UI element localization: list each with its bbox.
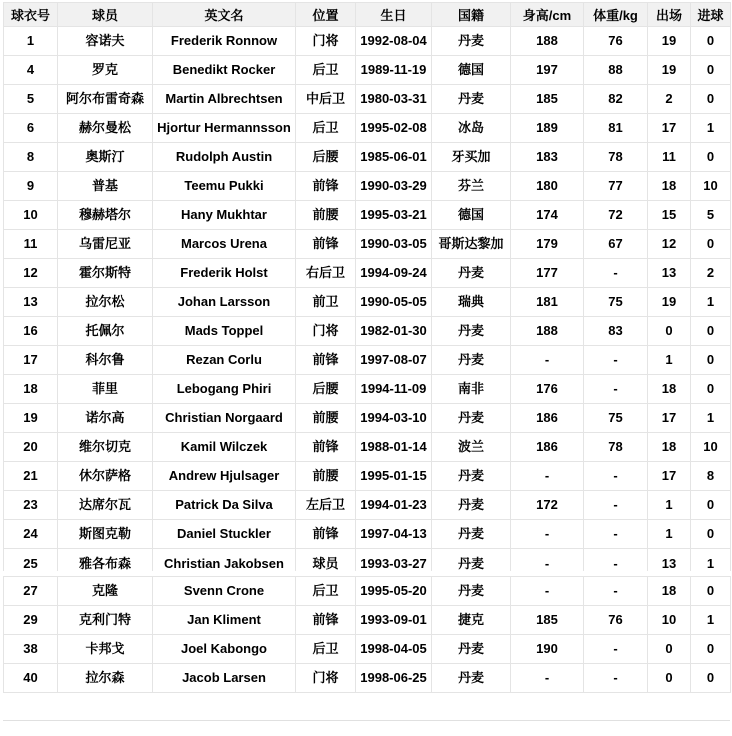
weight-cell: -	[584, 259, 648, 288]
english-name-cell: Mads Toppel	[153, 317, 296, 346]
english-name-cell: Marcos Urena	[153, 230, 296, 259]
english-name-cell: Daniel Stuckler	[153, 520, 296, 549]
weight-cell: 78	[584, 143, 648, 172]
goals-cell: 0	[691, 27, 731, 56]
height-cell: -	[511, 346, 584, 375]
player-row	[4, 664, 731, 693]
goals-cell: 0	[691, 375, 731, 404]
player-name-cell: 科尔鲁	[58, 346, 153, 375]
weight-cell: 82	[584, 85, 648, 114]
english-name-cell: Martin Albrechtsen	[153, 85, 296, 114]
birthday-cell: 1997-08-07	[356, 346, 432, 375]
appearances-cell: 17	[648, 462, 691, 491]
nationality-cell: 冰岛	[432, 114, 511, 143]
birthday-cell: 1990-03-29	[356, 172, 432, 201]
player-row	[4, 288, 731, 317]
height-cell: 172	[511, 491, 584, 520]
nationality-cell: 丹麦	[432, 549, 511, 572]
player-name-cell: 罗克	[58, 56, 153, 85]
jersey-cell: 18	[4, 375, 58, 404]
jersey-cell: 40	[4, 664, 58, 693]
player-row	[4, 201, 731, 230]
appearances-cell: 18	[648, 433, 691, 462]
nationality-cell: 丹麦	[432, 462, 511, 491]
appearances-cell: 11	[648, 143, 691, 172]
height-cell: 185	[511, 606, 584, 635]
position-cell: 门将	[296, 317, 356, 346]
english-name-cell: Frederik Ronnow	[153, 27, 296, 56]
height-cell: 181	[511, 288, 584, 317]
height-cell: 177	[511, 259, 584, 288]
english-name-cell: Lebogang Phiri	[153, 375, 296, 404]
english-name-cell: Jan Kliment	[153, 606, 296, 635]
weight-cell: -	[584, 664, 648, 693]
jersey-cell: 6	[4, 114, 58, 143]
appearances-cell: 12	[648, 230, 691, 259]
player-name-cell: 斯图克勒	[58, 520, 153, 549]
player-name-cell: 容诺夫	[58, 27, 153, 56]
birthday-cell: 1998-04-05	[356, 635, 432, 664]
player-row	[4, 577, 731, 606]
goals-cell: 0	[691, 317, 731, 346]
birthday-cell: 1994-03-10	[356, 404, 432, 433]
english-name-cell: Jacob Larsen	[153, 664, 296, 693]
nationality-cell: 南非	[432, 375, 511, 404]
jersey-cell: 12	[4, 259, 58, 288]
nationality-cell: 丹麦	[432, 404, 511, 433]
nationality-cell: 丹麦	[432, 317, 511, 346]
nationality-cell: 丹麦	[432, 346, 511, 375]
player-name-cell: 拉尔松	[58, 288, 153, 317]
player-name-cell: 托佩尔	[58, 317, 153, 346]
appearances-cell: 17	[648, 114, 691, 143]
nationality-cell: 德国	[432, 201, 511, 230]
col-header-goals: 进球	[691, 3, 731, 27]
col-header-english-name: 英文名	[153, 3, 296, 27]
position-cell: 前锋	[296, 433, 356, 462]
player-row	[4, 606, 731, 635]
goals-cell: 1	[691, 288, 731, 317]
height-cell: 197	[511, 56, 584, 85]
goals-cell: 0	[691, 143, 731, 172]
birthday-cell: 1993-03-27	[356, 549, 432, 572]
birthday-cell: 1997-04-13	[356, 520, 432, 549]
player-row	[4, 317, 731, 346]
english-name-cell: Johan Larsson	[153, 288, 296, 317]
height-cell: 180	[511, 172, 584, 201]
weight-cell: -	[584, 462, 648, 491]
jersey-cell: 13	[4, 288, 58, 317]
weight-cell: 76	[584, 606, 648, 635]
player-name-cell: 诺尔高	[58, 404, 153, 433]
appearances-cell: 13	[648, 549, 691, 572]
appearances-cell: 13	[648, 259, 691, 288]
nationality-cell: 德国	[432, 56, 511, 85]
weight-cell: 77	[584, 172, 648, 201]
player-row	[4, 259, 731, 288]
nationality-cell: 丹麦	[432, 259, 511, 288]
jersey-cell: 29	[4, 606, 58, 635]
jersey-cell: 23	[4, 491, 58, 520]
player-name-cell: 休尔萨格	[58, 462, 153, 491]
player-row	[4, 635, 731, 664]
height-cell: 179	[511, 230, 584, 259]
player-name-cell: 卡邦戈	[58, 635, 153, 664]
player-name-cell: 达席尔瓦	[58, 491, 153, 520]
position-cell: 门将	[296, 27, 356, 56]
nationality-cell: 芬兰	[432, 172, 511, 201]
position-cell: 前卫	[296, 288, 356, 317]
birthday-cell: 1993-09-01	[356, 606, 432, 635]
jersey-cell: 17	[4, 346, 58, 375]
appearances-cell: 10	[648, 606, 691, 635]
appearances-cell: 1	[648, 491, 691, 520]
height-cell: 174	[511, 201, 584, 230]
player-name-cell: 克隆	[58, 577, 153, 606]
table-footer-strip	[3, 693, 730, 721]
english-name-cell: Teemu Pukki	[153, 172, 296, 201]
nationality-cell: 丹麦	[432, 27, 511, 56]
player-name-cell: 霍尔斯特	[58, 259, 153, 288]
player-name-cell: 克利门特	[58, 606, 153, 635]
weight-cell: 83	[584, 317, 648, 346]
appearances-cell: 18	[648, 375, 691, 404]
position-cell: 前锋	[296, 230, 356, 259]
player-name-cell: 维尔切克	[58, 433, 153, 462]
nationality-cell: 瑞典	[432, 288, 511, 317]
position-cell: 前锋	[296, 346, 356, 375]
nationality-cell: 捷克	[432, 606, 511, 635]
weight-cell: -	[584, 375, 648, 404]
english-name-cell: Joel Kabongo	[153, 635, 296, 664]
height-cell: 183	[511, 143, 584, 172]
weight-cell: 78	[584, 433, 648, 462]
position-cell: 左后卫	[296, 491, 356, 520]
english-name-cell: Andrew Hjulsager	[153, 462, 296, 491]
weight-cell: -	[584, 635, 648, 664]
height-cell: 188	[511, 317, 584, 346]
birthday-cell: 1990-05-05	[356, 288, 432, 317]
position-cell: 后腰	[296, 143, 356, 172]
jersey-cell: 5	[4, 85, 58, 114]
birthday-cell: 1995-05-20	[356, 577, 432, 606]
player-row	[4, 172, 731, 201]
birthday-cell: 1995-01-15	[356, 462, 432, 491]
english-name-cell: Kamil Wilczek	[153, 433, 296, 462]
position-cell: 门将	[296, 664, 356, 693]
english-name-cell: Hjortur Hermannsson	[153, 114, 296, 143]
english-name-cell: Frederik Holst	[153, 259, 296, 288]
jersey-cell: 27	[4, 577, 58, 606]
goals-cell: 0	[691, 664, 731, 693]
birthday-cell: 1990-03-05	[356, 230, 432, 259]
jersey-cell: 4	[4, 56, 58, 85]
player-row	[4, 433, 731, 462]
height-cell: -	[511, 577, 584, 606]
goals-cell: 0	[691, 520, 731, 549]
goals-cell: 5	[691, 201, 731, 230]
jersey-cell: 20	[4, 433, 58, 462]
col-header-nationality: 国籍	[432, 3, 511, 27]
goals-cell: 1	[691, 404, 731, 433]
position-cell: 后卫	[296, 577, 356, 606]
english-name-cell: Rudolph Austin	[153, 143, 296, 172]
goals-cell: 0	[691, 85, 731, 114]
weight-cell: 81	[584, 114, 648, 143]
height-cell: 176	[511, 375, 584, 404]
weight-cell: -	[584, 549, 648, 572]
goals-cell: 8	[691, 462, 731, 491]
height-cell: -	[511, 549, 584, 572]
height-cell: -	[511, 520, 584, 549]
weight-cell: 67	[584, 230, 648, 259]
player-name-cell: 雅各布森	[58, 549, 153, 572]
player-name-cell: 乌雷尼亚	[58, 230, 153, 259]
weight-cell: 72	[584, 201, 648, 230]
goals-cell: 0	[691, 230, 731, 259]
english-name-cell: Benedikt Rocker	[153, 56, 296, 85]
english-name-cell: Hany Mukhtar	[153, 201, 296, 230]
weight-cell: 75	[584, 288, 648, 317]
position-cell: 前锋	[296, 606, 356, 635]
player-name-cell: 阿尔布雷奇森	[58, 85, 153, 114]
player-row	[4, 56, 731, 85]
birthday-cell: 1994-01-23	[356, 491, 432, 520]
goals-cell: 10	[691, 433, 731, 462]
appearances-cell: 18	[648, 172, 691, 201]
appearances-cell: 1	[648, 520, 691, 549]
birthday-cell: 1995-03-21	[356, 201, 432, 230]
col-header-height: 身高/cm	[511, 3, 584, 27]
player-row	[4, 462, 731, 491]
goals-cell: 0	[691, 491, 731, 520]
birthday-cell: 1988-01-14	[356, 433, 432, 462]
player-roster	[3, 2, 730, 721]
jersey-cell: 25	[4, 549, 58, 572]
jersey-cell: 9	[4, 172, 58, 201]
player-name-cell: 穆赫塔尔	[58, 201, 153, 230]
player-row	[4, 404, 731, 433]
position-cell: 前腰	[296, 404, 356, 433]
height-cell: 190	[511, 635, 584, 664]
goals-cell: 10	[691, 172, 731, 201]
nationality-cell: 丹麦	[432, 85, 511, 114]
jersey-cell: 11	[4, 230, 58, 259]
height-cell: 189	[511, 114, 584, 143]
birthday-cell: 1982-01-30	[356, 317, 432, 346]
goals-cell: 1	[691, 606, 731, 635]
goals-cell: 0	[691, 346, 731, 375]
jersey-cell: 21	[4, 462, 58, 491]
weight-cell: 88	[584, 56, 648, 85]
birthday-cell: 1995-02-08	[356, 114, 432, 143]
weight-cell: -	[584, 520, 648, 549]
birthday-cell: 1980-03-31	[356, 85, 432, 114]
height-cell: -	[511, 664, 584, 693]
nationality-cell: 哥斯达黎加	[432, 230, 511, 259]
nationality-cell: 波兰	[432, 433, 511, 462]
height-cell: 185	[511, 85, 584, 114]
appearances-cell: 0	[648, 317, 691, 346]
birthday-cell: 1994-09-24	[356, 259, 432, 288]
jersey-cell: 38	[4, 635, 58, 664]
english-name-cell: Rezan Corlu	[153, 346, 296, 375]
nationality-cell: 丹麦	[432, 520, 511, 549]
appearances-cell: 17	[648, 404, 691, 433]
position-cell: 后卫	[296, 114, 356, 143]
appearances-cell: 0	[648, 635, 691, 664]
player-name-cell: 赫尔曼松	[58, 114, 153, 143]
position-cell: 中后卫	[296, 85, 356, 114]
goals-cell: 1	[691, 114, 731, 143]
position-cell: 后卫	[296, 635, 356, 664]
player-row	[4, 520, 731, 549]
appearances-cell: 19	[648, 27, 691, 56]
player-name-cell: 普基	[58, 172, 153, 201]
appearances-cell: 18	[648, 577, 691, 606]
jersey-cell: 24	[4, 520, 58, 549]
goals-cell: 0	[691, 577, 731, 606]
player-row	[4, 27, 731, 56]
position-cell: 右后卫	[296, 259, 356, 288]
col-header-position: 位置	[296, 3, 356, 27]
position-cell: 前锋	[296, 520, 356, 549]
english-name-cell: Christian Jakobsen	[153, 549, 296, 572]
nationality-cell: 牙买加	[432, 143, 511, 172]
jersey-cell: 19	[4, 404, 58, 433]
weight-cell: -	[584, 346, 648, 375]
appearances-cell: 19	[648, 288, 691, 317]
player-row	[4, 491, 731, 520]
weight-cell: -	[584, 491, 648, 520]
col-header-player: 球员	[58, 3, 153, 27]
player-row	[4, 230, 731, 259]
header-row	[4, 3, 731, 27]
players-table-upper	[3, 2, 731, 571]
height-cell: 188	[511, 27, 584, 56]
appearances-cell: 1	[648, 346, 691, 375]
nationality-cell: 丹麦	[432, 577, 511, 606]
nationality-cell: 丹麦	[432, 635, 511, 664]
weight-cell: 76	[584, 27, 648, 56]
goals-cell: 1	[691, 549, 731, 572]
jersey-cell: 16	[4, 317, 58, 346]
nationality-cell: 丹麦	[432, 491, 511, 520]
goals-cell: 0	[691, 635, 731, 664]
col-header-jersey: 球衣号	[4, 3, 58, 27]
position-cell: 前腰	[296, 462, 356, 491]
birthday-cell: 1992-08-04	[356, 27, 432, 56]
goals-cell: 2	[691, 259, 731, 288]
birthday-cell: 1985-06-01	[356, 143, 432, 172]
weight-cell: 75	[584, 404, 648, 433]
player-name-cell: 拉尔森	[58, 664, 153, 693]
birthday-cell: 1998-06-25	[356, 664, 432, 693]
weight-cell: -	[584, 577, 648, 606]
english-name-cell: Patrick Da Silva	[153, 491, 296, 520]
player-row	[4, 375, 731, 404]
goals-cell: 0	[691, 56, 731, 85]
birthday-cell: 1994-11-09	[356, 375, 432, 404]
player-name-cell: 菲里	[58, 375, 153, 404]
english-name-cell: Christian Norgaard	[153, 404, 296, 433]
player-row	[4, 85, 731, 114]
position-cell: 后卫	[296, 56, 356, 85]
position-cell: 前锋	[296, 172, 356, 201]
position-cell: 球员	[296, 549, 356, 572]
players-table-lower	[3, 576, 731, 693]
player-row	[4, 143, 731, 172]
position-cell: 前腰	[296, 201, 356, 230]
position-cell: 后腰	[296, 375, 356, 404]
appearances-cell: 0	[648, 664, 691, 693]
appearances-cell: 19	[648, 56, 691, 85]
player-row	[4, 549, 731, 572]
nationality-cell: 丹麦	[432, 664, 511, 693]
height-cell: -	[511, 462, 584, 491]
col-header-weight: 体重/kg	[584, 3, 648, 27]
player-row	[4, 114, 731, 143]
player-name-cell: 奥斯汀	[58, 143, 153, 172]
jersey-cell: 10	[4, 201, 58, 230]
height-cell: 186	[511, 404, 584, 433]
birthday-cell: 1989-11-19	[356, 56, 432, 85]
jersey-cell: 8	[4, 143, 58, 172]
appearances-cell: 15	[648, 201, 691, 230]
col-header-birthday: 生日	[356, 3, 432, 27]
col-header-appearances: 出场	[648, 3, 691, 27]
appearances-cell: 2	[648, 85, 691, 114]
jersey-cell: 1	[4, 27, 58, 56]
english-name-cell: Svenn Crone	[153, 577, 296, 606]
height-cell: 186	[511, 433, 584, 462]
player-row	[4, 346, 731, 375]
